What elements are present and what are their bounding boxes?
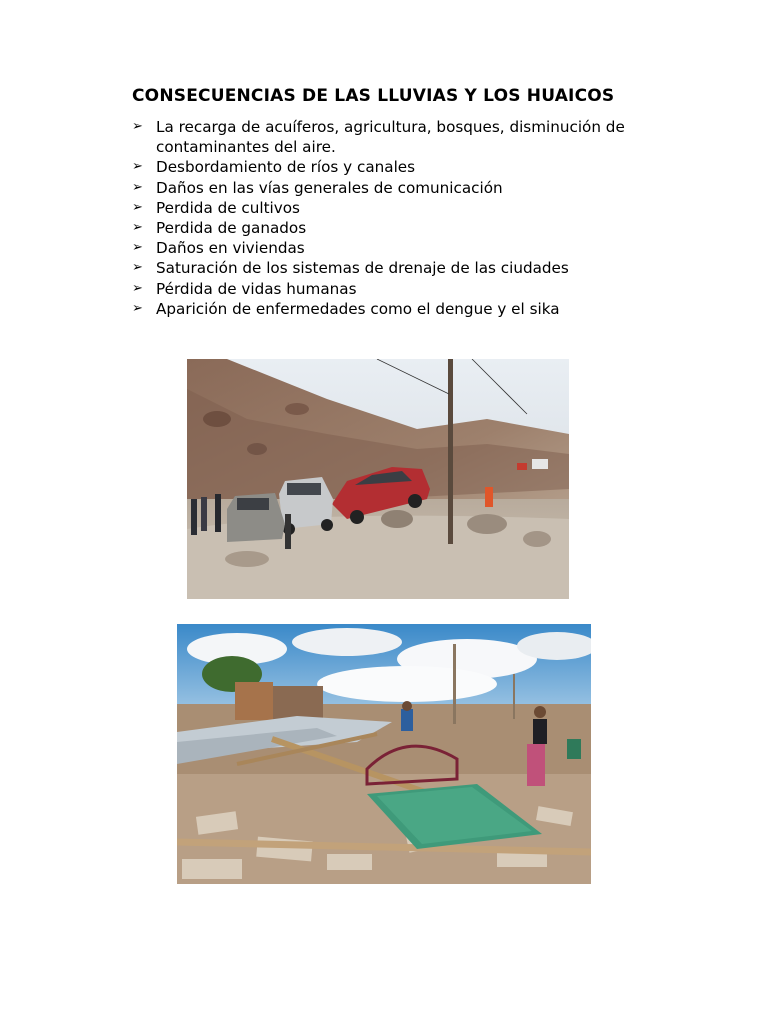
arrow-bullet-icon: ➢ xyxy=(132,119,143,134)
list-item xyxy=(132,279,672,299)
list-item xyxy=(132,218,672,238)
landslide-cars-photo xyxy=(187,359,569,599)
arrow-bullet-icon: ➢ xyxy=(132,159,143,175)
list-item-text: Pérdida de vidas humanas xyxy=(156,279,357,298)
consequences-list xyxy=(132,117,672,319)
list-item xyxy=(132,117,672,157)
arrow-bullet-icon: ➢ xyxy=(132,199,143,215)
list-item-text: Daños en las vías generales de comunicación xyxy=(156,178,503,197)
arrow-bullet-icon: ➢ xyxy=(132,179,143,195)
arrow-bullet-icon: ➢ xyxy=(132,220,143,236)
list-item xyxy=(132,258,672,278)
list-item xyxy=(132,238,672,258)
list-item-text: Desbordamiento de ríos y canales xyxy=(156,158,416,177)
list-item-text: Saturación de los sistemas de drenaje de las ciudades xyxy=(156,259,569,278)
list-item-text: Perdida de cultivos xyxy=(156,198,300,217)
list-item xyxy=(132,157,672,177)
arrow-bullet-icon: ➢ xyxy=(132,280,143,296)
document-title: CONSECUENCIAS DE LAS LLUVIAS Y LOS HUAICOS xyxy=(132,86,615,106)
list-item xyxy=(132,178,672,198)
list-item-text: Perdida de ganados xyxy=(156,219,307,238)
arrow-bullet-icon: ➢ xyxy=(132,240,143,256)
collapsed-house-photo xyxy=(177,624,591,884)
list-item-text: Daños en viviendas xyxy=(156,239,305,258)
arrow-bullet-icon: ➢ xyxy=(132,260,143,276)
list-item xyxy=(132,299,672,319)
list-item-text: La recarga de acuíferos, agricultura, bosques, disminución de contaminantes del aire. xyxy=(156,118,625,157)
list-item xyxy=(132,198,672,218)
arrow-bullet-icon: ➢ xyxy=(132,300,143,316)
list-item-text: Aparición de enfermedades como el dengue y el sika xyxy=(156,299,560,318)
